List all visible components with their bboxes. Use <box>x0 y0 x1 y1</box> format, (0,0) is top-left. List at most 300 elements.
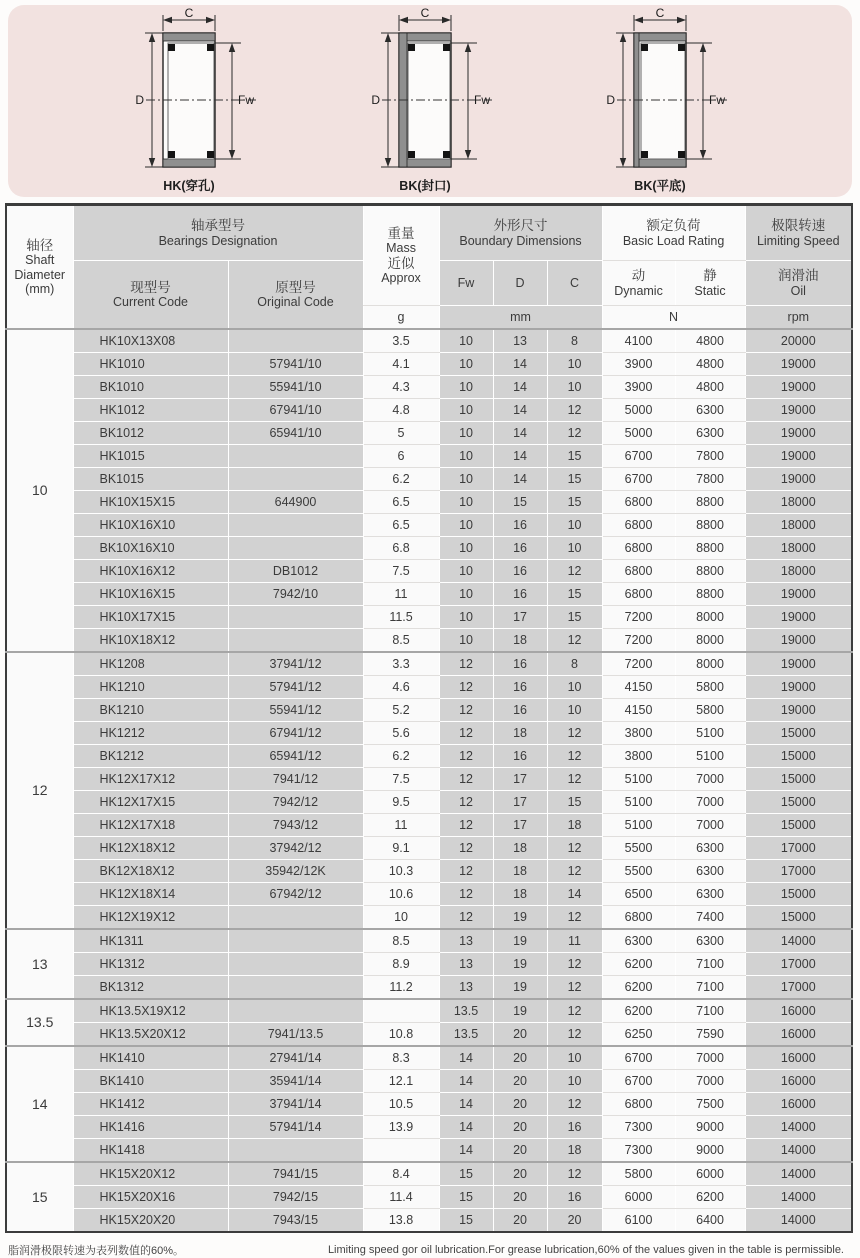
c-cell: 14 <box>547 883 602 906</box>
c-cell: 12 <box>547 422 602 445</box>
fw-cell: 14 <box>439 1093 493 1116</box>
c-cell: 11 <box>547 929 602 953</box>
current-code-cell: HK10X16X15 <box>73 583 228 606</box>
header-d: D <box>493 261 547 306</box>
dynamic-load-cell: 6200 <box>602 999 675 1023</box>
c-cell: 16 <box>547 1186 602 1209</box>
mass-cell: 4.3 <box>363 376 439 399</box>
table-row <box>6 860 852 883</box>
header-fw: Fw <box>439 261 493 306</box>
current-code-cell: BK12X18X12 <box>73 860 228 883</box>
d-cell: 16 <box>493 537 547 560</box>
static-load-cell: 8800 <box>675 560 745 583</box>
fw-cell: 13.5 <box>439 1023 493 1047</box>
limiting-speed-cell: 15000 <box>745 814 852 837</box>
mass-cell: 8.5 <box>363 929 439 953</box>
original-code-cell: 65941/12 <box>228 745 363 768</box>
current-code-cell: HK1312 <box>73 953 228 976</box>
table-row <box>6 976 852 1000</box>
current-code-cell: HK15X20X16 <box>73 1186 228 1209</box>
limiting-speed-cell: 19000 <box>745 699 852 722</box>
table-body <box>6 329 852 1232</box>
shaft-diameter-cell: 10 <box>6 329 73 652</box>
bearing-diagram-hk <box>108 7 293 195</box>
original-code-cell <box>228 906 363 930</box>
table-row <box>6 1162 852 1186</box>
fw-cell: 12 <box>439 676 493 699</box>
original-code-cell <box>228 953 363 976</box>
limiting-speed-cell: 18000 <box>745 537 852 560</box>
static-load-cell: 6300 <box>675 883 745 906</box>
original-code-cell: 7943/12 <box>228 814 363 837</box>
static-load-cell: 8000 <box>675 629 745 653</box>
d-cell: 14 <box>493 353 547 376</box>
static-load-cell: 7800 <box>675 468 745 491</box>
fw-cell: 14 <box>439 1070 493 1093</box>
d-cell: 19 <box>493 929 547 953</box>
fw-cell: 10 <box>439 491 493 514</box>
c-cell: 10 <box>547 353 602 376</box>
footnote-english: Limiting speed gor oil lubrication.For grease lubrication,60% of the values given in the table is permissible. <box>327 1244 844 1256</box>
shaft-diameter-cell: 15 <box>6 1162 73 1232</box>
limiting-speed-cell: 16000 <box>745 1046 852 1070</box>
original-code-cell: 37942/12 <box>228 837 363 860</box>
c-cell: 10 <box>547 1046 602 1070</box>
fw-cell: 12 <box>439 791 493 814</box>
table-row <box>6 791 852 814</box>
fw-cell: 10 <box>439 560 493 583</box>
dim-c-label: C <box>420 7 429 20</box>
fw-cell: 12 <box>439 745 493 768</box>
table-row <box>6 422 852 445</box>
static-load-cell: 6300 <box>675 860 745 883</box>
limiting-speed-cell: 15000 <box>745 883 852 906</box>
diagram-caption-hk: HK(穿孔) <box>163 179 215 193</box>
d-cell: 19 <box>493 999 547 1023</box>
dynamic-load-cell: 6700 <box>602 445 675 468</box>
mass-cell: 9.5 <box>363 791 439 814</box>
table-row <box>6 468 852 491</box>
current-code-cell: HK1012 <box>73 399 228 422</box>
table-row <box>6 953 852 976</box>
table-row <box>6 745 852 768</box>
d-cell: 16 <box>493 560 547 583</box>
fw-cell: 10 <box>439 629 493 653</box>
static-load-cell: 7500 <box>675 1093 745 1116</box>
d-cell: 20 <box>493 1070 547 1093</box>
dynamic-load-cell: 4150 <box>602 699 675 722</box>
current-code-cell: HK1416 <box>73 1116 228 1139</box>
bearing-diagram-bk-sealed <box>344 7 529 195</box>
original-code-cell: 7941/13.5 <box>228 1023 363 1047</box>
dynamic-load-cell: 6100 <box>602 1209 675 1233</box>
mass-cell: 13.9 <box>363 1116 439 1139</box>
limiting-speed-cell: 17000 <box>745 976 852 1000</box>
current-code-cell: BK10X16X10 <box>73 537 228 560</box>
c-cell: 12 <box>547 1162 602 1186</box>
mass-cell: 8.3 <box>363 1046 439 1070</box>
fw-cell: 14 <box>439 1139 493 1163</box>
limiting-speed-cell: 19000 <box>745 376 852 399</box>
c-cell: 18 <box>547 1139 602 1163</box>
limiting-speed-cell: 19000 <box>745 399 852 422</box>
static-load-cell: 6300 <box>675 929 745 953</box>
limiting-speed-cell: 16000 <box>745 1070 852 1093</box>
mass-cell: 12.1 <box>363 1070 439 1093</box>
fw-cell: 10 <box>439 606 493 629</box>
dynamic-load-cell: 6500 <box>602 883 675 906</box>
table-row <box>6 883 852 906</box>
dynamic-load-cell: 6800 <box>602 1093 675 1116</box>
static-load-cell: 7000 <box>675 1070 745 1093</box>
d-cell: 18 <box>493 629 547 653</box>
limiting-speed-cell: 14000 <box>745 1186 852 1209</box>
dynamic-load-cell: 4150 <box>602 676 675 699</box>
dynamic-load-cell: 6800 <box>602 583 675 606</box>
mass-cell: 6.5 <box>363 514 439 537</box>
limiting-speed-cell: 15000 <box>745 745 852 768</box>
bearing-spec-table <box>5 203 853 1233</box>
static-load-cell: 9000 <box>675 1116 745 1139</box>
mass-cell: 3.3 <box>363 652 439 676</box>
c-cell: 18 <box>547 814 602 837</box>
table-row <box>6 768 852 791</box>
d-cell: 14 <box>493 422 547 445</box>
d-cell: 16 <box>493 652 547 676</box>
header-current-code: 现型号 Current Code <box>73 261 228 330</box>
limiting-speed-cell: 19000 <box>745 606 852 629</box>
mass-cell <box>363 1139 439 1163</box>
table-row <box>6 652 852 676</box>
fw-cell: 12 <box>439 699 493 722</box>
dynamic-load-cell: 5500 <box>602 860 675 883</box>
mass-cell <box>363 999 439 1023</box>
table-row <box>6 1046 852 1070</box>
dynamic-load-cell: 6250 <box>602 1023 675 1047</box>
mass-cell: 8.4 <box>363 1162 439 1186</box>
original-code-cell: 57941/14 <box>228 1116 363 1139</box>
original-code-cell: 7942/15 <box>228 1186 363 1209</box>
fw-cell: 12 <box>439 722 493 745</box>
table-row <box>6 1139 852 1163</box>
dynamic-load-cell: 5500 <box>602 837 675 860</box>
limiting-speed-cell: 18000 <box>745 491 852 514</box>
table-row <box>6 999 852 1023</box>
original-code-cell <box>228 629 363 653</box>
unit-rpm: rpm <box>745 306 852 330</box>
dynamic-load-cell: 3800 <box>602 722 675 745</box>
mass-cell: 6 <box>363 445 439 468</box>
d-cell: 20 <box>493 1093 547 1116</box>
mass-cell: 4.1 <box>363 353 439 376</box>
fw-cell: 14 <box>439 1116 493 1139</box>
bearing-diagram-panel <box>8 5 852 197</box>
d-cell: 20 <box>493 1139 547 1163</box>
fw-cell: 10 <box>439 583 493 606</box>
table-row <box>6 1023 852 1047</box>
mass-cell: 11 <box>363 583 439 606</box>
static-load-cell: 9000 <box>675 1139 745 1163</box>
current-code-cell: HK12X18X12 <box>73 837 228 860</box>
dynamic-load-cell: 6800 <box>602 906 675 930</box>
limiting-speed-cell: 19000 <box>745 468 852 491</box>
fw-cell: 10 <box>439 376 493 399</box>
original-code-cell: 644900 <box>228 491 363 514</box>
d-cell: 17 <box>493 791 547 814</box>
original-code-cell <box>228 606 363 629</box>
mass-cell: 5.2 <box>363 699 439 722</box>
c-cell: 12 <box>547 399 602 422</box>
c-cell: 12 <box>547 722 602 745</box>
dynamic-load-cell: 6000 <box>602 1186 675 1209</box>
dynamic-load-cell: 5100 <box>602 791 675 814</box>
c-cell: 15 <box>547 606 602 629</box>
original-code-cell: 67941/10 <box>228 399 363 422</box>
limiting-speed-cell: 16000 <box>745 1023 852 1047</box>
static-load-cell: 6400 <box>675 1209 745 1233</box>
c-cell: 20 <box>547 1209 602 1233</box>
fw-cell: 12 <box>439 883 493 906</box>
static-load-cell: 7000 <box>675 814 745 837</box>
c-cell: 15 <box>547 445 602 468</box>
original-code-cell: 7941/12 <box>228 768 363 791</box>
dynamic-load-cell: 7200 <box>602 652 675 676</box>
diagram-caption-bk-flat: BK(平底) <box>634 179 686 193</box>
limiting-speed-cell: 16000 <box>745 1093 852 1116</box>
dynamic-load-cell: 6200 <box>602 953 675 976</box>
current-code-cell: HK10X16X12 <box>73 560 228 583</box>
dynamic-load-cell: 3900 <box>602 376 675 399</box>
mass-cell: 6.2 <box>363 745 439 768</box>
original-code-cell: 55941/10 <box>228 376 363 399</box>
static-load-cell: 8000 <box>675 606 745 629</box>
mass-cell: 13.8 <box>363 1209 439 1233</box>
dynamic-load-cell: 6800 <box>602 537 675 560</box>
fw-cell: 10 <box>439 468 493 491</box>
current-code-cell: HK10X16X10 <box>73 514 228 537</box>
d-cell: 15 <box>493 491 547 514</box>
d-cell: 17 <box>493 606 547 629</box>
original-code-cell <box>228 445 363 468</box>
mass-cell: 6.2 <box>363 468 439 491</box>
fw-cell: 10 <box>439 514 493 537</box>
table-row <box>6 514 852 537</box>
mass-cell: 10.5 <box>363 1093 439 1116</box>
static-load-cell: 8800 <box>675 514 745 537</box>
d-cell: 20 <box>493 1046 547 1070</box>
limiting-speed-cell: 19000 <box>745 353 852 376</box>
dim-c-label: C <box>655 7 665 20</box>
limiting-speed-cell: 14000 <box>745 1116 852 1139</box>
catalog-page <box>0 5 860 1255</box>
table-row <box>6 814 852 837</box>
fw-cell: 12 <box>439 860 493 883</box>
d-cell: 17 <box>493 768 547 791</box>
dim-fw-label: Fw <box>709 93 725 107</box>
d-cell: 18 <box>493 860 547 883</box>
c-cell: 8 <box>547 652 602 676</box>
current-code-cell: HK10X13X08 <box>73 329 228 353</box>
header-dynamic: 动 Dynamic <box>602 261 675 306</box>
current-code-cell: HK15X20X12 <box>73 1162 228 1186</box>
static-load-cell: 6300 <box>675 422 745 445</box>
c-cell: 12 <box>547 860 602 883</box>
current-code-cell: HK12X17X18 <box>73 814 228 837</box>
d-cell: 16 <box>493 583 547 606</box>
dynamic-load-cell: 6200 <box>602 976 675 1000</box>
d-cell: 16 <box>493 745 547 768</box>
c-cell: 12 <box>547 560 602 583</box>
table-row <box>6 1070 852 1093</box>
unit-n: N <box>602 306 745 330</box>
d-cell: 20 <box>493 1186 547 1209</box>
table-row <box>6 353 852 376</box>
c-cell: 10 <box>547 376 602 399</box>
original-code-cell: 37941/14 <box>228 1093 363 1116</box>
static-load-cell: 4800 <box>675 376 745 399</box>
current-code-cell: BK1012 <box>73 422 228 445</box>
limiting-speed-cell: 18000 <box>745 560 852 583</box>
table-header <box>6 205 852 330</box>
fw-cell: 12 <box>439 906 493 930</box>
dynamic-load-cell: 6800 <box>602 514 675 537</box>
mass-cell: 11 <box>363 814 439 837</box>
c-cell: 10 <box>547 1070 602 1093</box>
static-load-cell: 7000 <box>675 768 745 791</box>
bearing-diagram-bk-flat <box>579 7 764 195</box>
original-code-cell: 7942/10 <box>228 583 363 606</box>
static-load-cell: 7100 <box>675 976 745 1000</box>
mass-cell: 10.3 <box>363 860 439 883</box>
original-code-cell: 7942/12 <box>228 791 363 814</box>
original-code-cell <box>228 999 363 1023</box>
shaft-diameter-cell: 13 <box>6 929 73 999</box>
dynamic-load-cell: 3900 <box>602 353 675 376</box>
table-row <box>6 837 852 860</box>
static-load-cell: 7590 <box>675 1023 745 1047</box>
d-cell: 14 <box>493 468 547 491</box>
current-code-cell: BK1015 <box>73 468 228 491</box>
table-row <box>6 629 852 653</box>
dim-c-label: C <box>184 7 194 20</box>
d-cell: 20 <box>493 1162 547 1186</box>
static-load-cell: 7100 <box>675 953 745 976</box>
d-cell: 20 <box>493 1116 547 1139</box>
d-cell: 14 <box>493 376 547 399</box>
table-row <box>6 606 852 629</box>
dim-d-label: D <box>370 93 380 107</box>
limiting-speed-cell: 20000 <box>745 329 852 353</box>
static-load-cell: 6000 <box>675 1162 745 1186</box>
table-row <box>6 906 852 930</box>
c-cell: 10 <box>547 514 602 537</box>
header-mass: 重量 Mass 近似 Approx <box>363 205 439 306</box>
d-cell: 20 <box>493 1023 547 1047</box>
c-cell: 12 <box>547 1023 602 1047</box>
original-code-cell: 57941/10 <box>228 353 363 376</box>
original-code-cell: DB1012 <box>228 560 363 583</box>
header-basic-load-rating: 额定负荷 Basic Load Rating <box>602 205 745 261</box>
static-load-cell: 8800 <box>675 537 745 560</box>
d-cell: 18 <box>493 722 547 745</box>
dynamic-load-cell: 5100 <box>602 768 675 791</box>
c-cell: 15 <box>547 583 602 606</box>
limiting-speed-cell: 15000 <box>745 722 852 745</box>
table-row <box>6 1209 852 1233</box>
static-load-cell: 6300 <box>675 837 745 860</box>
header-static: 静 Static <box>675 261 745 306</box>
c-cell: 8 <box>547 329 602 353</box>
mass-cell: 11.4 <box>363 1186 439 1209</box>
d-cell: 13 <box>493 329 547 353</box>
dynamic-load-cell: 7300 <box>602 1116 675 1139</box>
original-code-cell: 37941/12 <box>228 652 363 676</box>
header-oil: 润滑油 Oil <box>745 261 852 306</box>
original-code-cell: 67942/12 <box>228 883 363 906</box>
shaft-diameter-cell: 14 <box>6 1046 73 1162</box>
original-code-cell <box>228 976 363 1000</box>
dynamic-load-cell: 6700 <box>602 1070 675 1093</box>
table-row <box>6 376 852 399</box>
current-code-cell: HK15X20X20 <box>73 1209 228 1233</box>
dynamic-load-cell: 5100 <box>602 814 675 837</box>
current-code-cell: HK10X17X15 <box>73 606 228 629</box>
limiting-speed-cell: 19000 <box>745 422 852 445</box>
c-cell: 10 <box>547 699 602 722</box>
mass-cell: 9.1 <box>363 837 439 860</box>
c-cell: 12 <box>547 1093 602 1116</box>
header-shaft-diameter: 轴径 Shaft Diameter (mm) <box>6 205 73 330</box>
limiting-speed-cell: 15000 <box>745 791 852 814</box>
unit-g: g <box>363 306 439 330</box>
limiting-speed-cell: 14000 <box>745 1139 852 1163</box>
header-original-code: 原型号 Original Code <box>228 261 363 330</box>
current-code-cell: HK12X18X14 <box>73 883 228 906</box>
c-cell: 12 <box>547 629 602 653</box>
d-cell: 16 <box>493 676 547 699</box>
static-load-cell: 5100 <box>675 722 745 745</box>
c-cell: 10 <box>547 537 602 560</box>
mass-cell: 4.8 <box>363 399 439 422</box>
c-cell: 15 <box>547 791 602 814</box>
d-cell: 14 <box>493 445 547 468</box>
fw-cell: 12 <box>439 768 493 791</box>
current-code-cell: HK1311 <box>73 929 228 953</box>
mass-cell: 8.9 <box>363 953 439 976</box>
dim-fw-label: Fw <box>238 93 254 107</box>
original-code-cell: 7941/15 <box>228 1162 363 1186</box>
original-code-cell <box>228 929 363 953</box>
current-code-cell: BK1210 <box>73 699 228 722</box>
fw-cell: 10 <box>439 399 493 422</box>
dynamic-load-cell: 4100 <box>602 329 675 353</box>
static-load-cell: 4800 <box>675 353 745 376</box>
current-code-cell: HK1210 <box>73 676 228 699</box>
mass-cell: 6.5 <box>363 491 439 514</box>
current-code-cell: HK1412 <box>73 1093 228 1116</box>
static-load-cell: 5100 <box>675 745 745 768</box>
c-cell: 12 <box>547 999 602 1023</box>
table-row <box>6 722 852 745</box>
limiting-speed-cell: 15000 <box>745 906 852 930</box>
table-row <box>6 1093 852 1116</box>
static-load-cell: 8800 <box>675 491 745 514</box>
table-row <box>6 537 852 560</box>
header-c: C <box>547 261 602 306</box>
footnote <box>0 1233 860 1258</box>
dynamic-load-cell: 5000 <box>602 399 675 422</box>
current-code-cell: HK13.5X19X12 <box>73 999 228 1023</box>
